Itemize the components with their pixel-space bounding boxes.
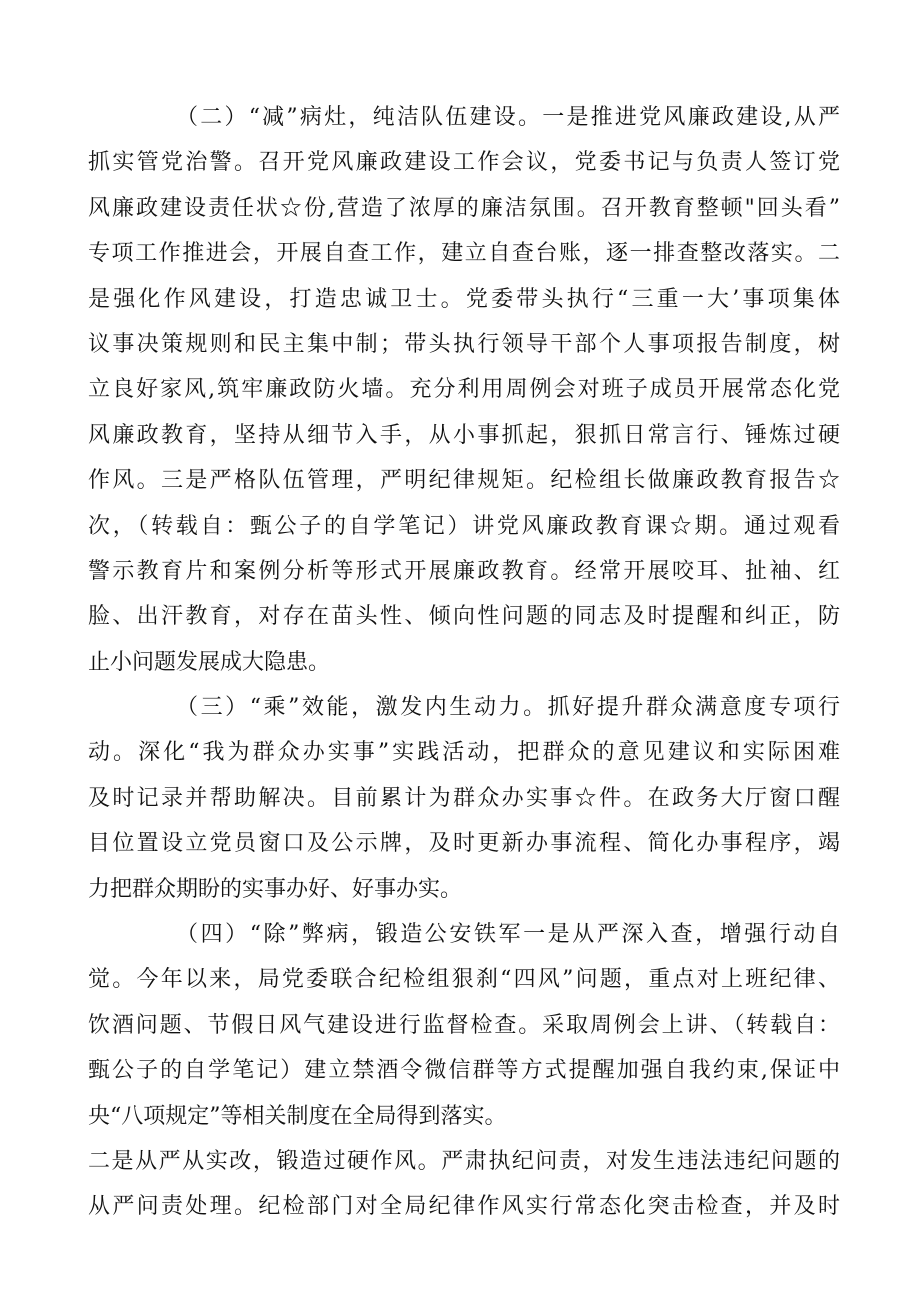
paragraph-end-line: 止小问题发展成大隐患。 <box>88 649 331 675</box>
text-line: 脸、出汗教育，对存在苗头性、倾向性问题的同志及时提醒和纠正，防 <box>88 604 840 630</box>
paragraph-2-heading-line: （二）“减”病灶，纯洁队伍建设。一是推进党风廉政建设,从严 <box>176 105 840 130</box>
text-line: 是强化作风建设，打造忠诚卫士。党委带头执行“三重一大’事项集体 <box>88 286 840 312</box>
text-line: 动。深化“我为群众办实事”实践活动，把群众的意见建议和实际困难 <box>88 740 840 766</box>
text-line: 抓实管党治警。召开党风廉政建设工作会议，党委书记与负责人签订党 <box>88 150 840 176</box>
paragraph-3-heading-line: （三）“乘”效能，激发内生动力。抓好提升群众满意度专项行 <box>176 695 840 721</box>
text-line: 作风。三是严格队伍管理，严明纪律规矩。纪检组长做廉政教育报告☆ <box>88 468 840 494</box>
text-line: 专项工作推进会，开展自查工作，建立自查台账，逐一排查整改落实。二 <box>88 241 840 267</box>
text-line: 觉。今年以来，局党委联合纪检组狠刹“四风”问题，重点对上班纪律、 <box>88 967 840 993</box>
text-line: 二是从严从实改，锻造过硬作风。严肃执纪问责，对发生违法违纪问题的 <box>88 1148 840 1174</box>
paragraph-end-line: 力把群众期盼的实事办好、好事办实。 <box>88 876 463 902</box>
text-line: 风廉政教育，坚持从细节入手，从小事抓起，狠抓日常言行、锤炼过硬 <box>88 422 840 448</box>
text-line: 次，（转载自：甄公子的自学笔记）讲党风廉政教育课☆期。通过观看 <box>88 513 840 539</box>
text-line: 立良好家风,筑牢廉政防火墙。充分利用周例会对班子成员开展常态化党 <box>88 377 840 403</box>
text-line: 及时记录并帮助解决。目前累计为群众办实事☆件。在政务大厅窗口醒 <box>88 785 840 811</box>
text-line: 风廉政建设责任状☆份,营造了浓厚的廉洁氛围。召开教育整顿"回头看” <box>88 195 840 221</box>
text-line: 警示教育片和案例分析等形式开展廉政教育。经常开展咬耳、扯袖、红 <box>88 558 840 584</box>
text-line: 从严问责处理。纪检部门对全局纪律作风实行常态化突击检查，并及时 <box>88 1194 840 1220</box>
document-body <box>88 95 840 1230</box>
paragraph-end-line: 央“八项规定”等相关制度在全局得到落实。 <box>88 1103 507 1129</box>
paragraph-4-heading-line: （四）“除”弊病，锻造公安铁军一是从严深入查，增强行动自 <box>176 922 840 948</box>
text-line: 甄公子的自学笔记）建立禁酒令微信群等方式提醒加强自我约束,保证中 <box>88 1058 840 1084</box>
text-line: 议事决策规则和民主集中制；带头执行领导干部个人事项报告制度，树 <box>88 331 840 357</box>
text-line: 目位置设立党员窗口及公示牌，及时更新办事流程、简化办事程序，竭 <box>88 831 840 857</box>
text-line: 饮酒问题、节假日风气建设进行监督检查。采取周例会上讲、（转载自： <box>88 1012 840 1038</box>
